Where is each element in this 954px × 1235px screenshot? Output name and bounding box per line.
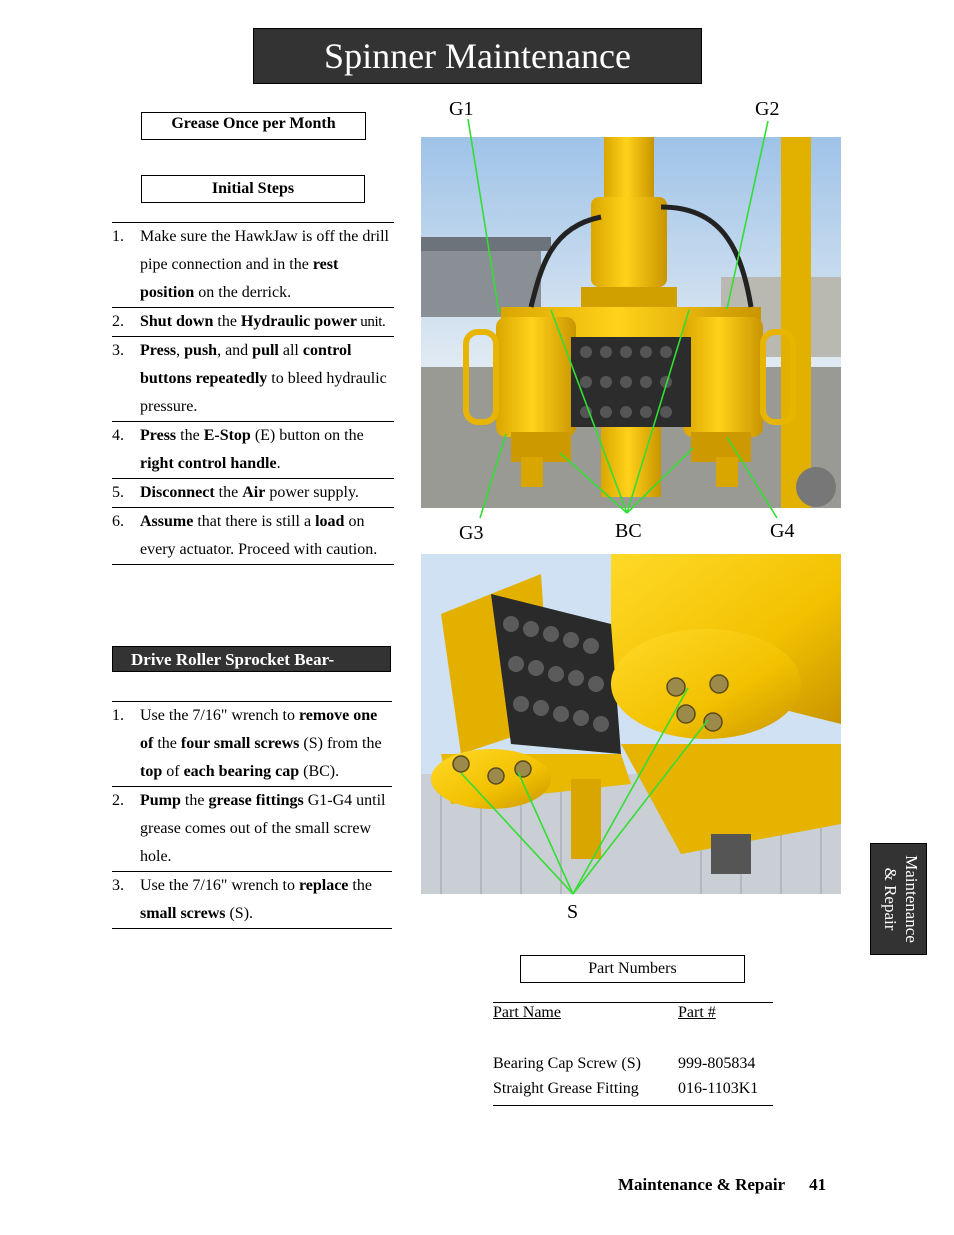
initial-steps-heading: Initial Steps bbox=[141, 175, 365, 203]
step-text-emphasis: Hydraulic power bbox=[240, 313, 357, 330]
step-text-run: of bbox=[162, 763, 184, 780]
step-text-emphasis: Air bbox=[242, 484, 266, 501]
page-footer bbox=[618, 1175, 826, 1195]
step-text-run: Use the 7/16" wrench to bbox=[140, 707, 299, 724]
step-number: 4. bbox=[112, 427, 124, 444]
step-text bbox=[140, 872, 392, 928]
side-tab-text bbox=[871, 844, 926, 954]
footer-section: Maintenance & Repair bbox=[618, 1175, 786, 1194]
step-text-run: the bbox=[176, 427, 204, 444]
step-text-run: , and bbox=[217, 342, 253, 359]
step-text-run: , bbox=[176, 342, 185, 359]
drive-roller-steps-list bbox=[112, 701, 392, 929]
step-number: 2. bbox=[112, 792, 124, 809]
spinner-front-illustration bbox=[421, 137, 841, 508]
step-text-run: (BC). bbox=[299, 763, 340, 780]
step-number: 6. bbox=[112, 513, 124, 530]
list-item bbox=[112, 421, 394, 478]
step-text-run: the bbox=[153, 735, 181, 752]
step-text-run: the bbox=[213, 313, 241, 330]
bearing-cap-photo bbox=[421, 554, 841, 894]
step-text-emphasis: load bbox=[315, 513, 345, 530]
step-text-run: (S). bbox=[225, 905, 254, 922]
part-numbers-heading: Part Numbers bbox=[520, 955, 745, 983]
step-text-run: Use the 7/16" wrench to bbox=[140, 877, 299, 894]
step-number: 1. bbox=[112, 228, 124, 245]
part-number-cell: 016-1103K1 bbox=[678, 1080, 759, 1097]
step-text-run: the bbox=[180, 792, 209, 809]
list-item bbox=[112, 336, 394, 421]
side-tab-line-2: & Repair bbox=[881, 867, 900, 931]
initial-steps-list bbox=[112, 222, 394, 565]
list-item bbox=[112, 222, 394, 307]
step-text-run: on the derrick. bbox=[194, 284, 292, 301]
step-text-run: to bleed hydraulic pressure. bbox=[140, 370, 387, 415]
step-text-emphasis: remove one of bbox=[140, 707, 378, 752]
step-text-run: unit. bbox=[356, 314, 386, 330]
step-text bbox=[140, 422, 394, 478]
part-number-header: Part # bbox=[678, 1004, 716, 1021]
page-number: 41 bbox=[809, 1175, 827, 1194]
list-item bbox=[112, 871, 392, 929]
step-text-run: (S) from the bbox=[299, 735, 382, 752]
bearing-cap-illustration bbox=[421, 554, 841, 894]
step-text-emphasis: each bearing cap bbox=[183, 763, 300, 780]
step-text bbox=[140, 787, 392, 871]
part-number-cell: 999-805834 bbox=[678, 1055, 756, 1072]
step-text-emphasis: Press bbox=[140, 342, 177, 359]
part-numbers-table bbox=[493, 1002, 773, 1106]
step-text bbox=[140, 508, 394, 564]
grease-fitting-g2-label: G2 bbox=[755, 98, 780, 120]
step-text-emphasis: rest position bbox=[140, 256, 339, 301]
step-text-run: the bbox=[348, 877, 372, 894]
step-text-emphasis: push bbox=[184, 342, 218, 359]
step-text-emphasis: grease fittings bbox=[208, 792, 304, 809]
side-tab-line-1: Maintenance bbox=[902, 855, 921, 943]
step-text-emphasis: Press bbox=[140, 427, 177, 444]
step-text-emphasis: top bbox=[140, 763, 163, 780]
step-number: 3. bbox=[112, 877, 124, 894]
grease-interval-label: Grease Once per Month bbox=[141, 112, 366, 140]
step-text-run: Make sure the HawkJaw is off the drill pipe connection and in the bbox=[140, 228, 389, 273]
part-name-cell: Straight Grease Fitting bbox=[493, 1080, 639, 1097]
drive-roller-heading: Drive Roller Sprocket Bear- bbox=[112, 646, 391, 672]
step-text bbox=[140, 702, 392, 786]
list-item bbox=[112, 478, 394, 507]
step-text-run: (E) button on the bbox=[250, 427, 364, 444]
step-text-emphasis: four small screws bbox=[180, 735, 300, 752]
step-text-run: that there is still a bbox=[193, 513, 316, 530]
list-item bbox=[112, 507, 394, 565]
bearing-cap-label: BC bbox=[615, 520, 642, 542]
step-text-run: G1-G4 until grease comes out of the small screw hole. bbox=[140, 792, 386, 865]
step-number: 3. bbox=[112, 342, 124, 359]
step-text-run: on every actuator. Proceed with caution. bbox=[140, 513, 378, 558]
step-text-emphasis: Shut down bbox=[140, 313, 214, 330]
step-text bbox=[140, 223, 394, 307]
part-name-cell: Bearing Cap Screw (S) bbox=[493, 1055, 641, 1072]
step-text-emphasis: replace bbox=[298, 877, 349, 894]
list-item bbox=[112, 307, 394, 336]
part-name-header: Part Name bbox=[493, 1004, 561, 1021]
step-text-emphasis: right control handle bbox=[140, 455, 277, 472]
step-text-emphasis: small screws bbox=[140, 905, 226, 922]
list-item bbox=[112, 701, 392, 786]
page-title: Spinner Maintenance bbox=[253, 28, 702, 84]
grease-fitting-g4-label: G4 bbox=[770, 520, 795, 542]
step-text-emphasis: pull bbox=[252, 342, 279, 359]
step-text-emphasis: control buttons repeatedly bbox=[140, 342, 352, 387]
spinner-front-photo bbox=[421, 137, 841, 508]
step-number: 2. bbox=[112, 313, 124, 330]
step-text-run: all bbox=[278, 342, 303, 359]
step-text-run: . bbox=[276, 455, 281, 472]
step-text-run: the bbox=[214, 484, 243, 501]
small-screw-label: S bbox=[567, 901, 579, 923]
step-text-emphasis: Disconnect bbox=[140, 484, 215, 501]
step-text bbox=[140, 479, 394, 507]
step-text-run: power supply. bbox=[265, 484, 359, 501]
step-text-emphasis: Assume bbox=[140, 513, 194, 530]
step-number: 5. bbox=[112, 484, 124, 501]
grease-fitting-g1-label: G1 bbox=[449, 98, 474, 120]
step-text bbox=[140, 308, 394, 336]
step-text-emphasis: Pump bbox=[140, 792, 181, 809]
section-side-tab bbox=[870, 843, 927, 955]
list-item bbox=[112, 786, 392, 871]
step-text-emphasis: E-Stop bbox=[203, 427, 251, 444]
step-text bbox=[140, 337, 394, 421]
step-number: 1. bbox=[112, 707, 124, 724]
grease-fitting-g3-label: G3 bbox=[459, 522, 484, 544]
